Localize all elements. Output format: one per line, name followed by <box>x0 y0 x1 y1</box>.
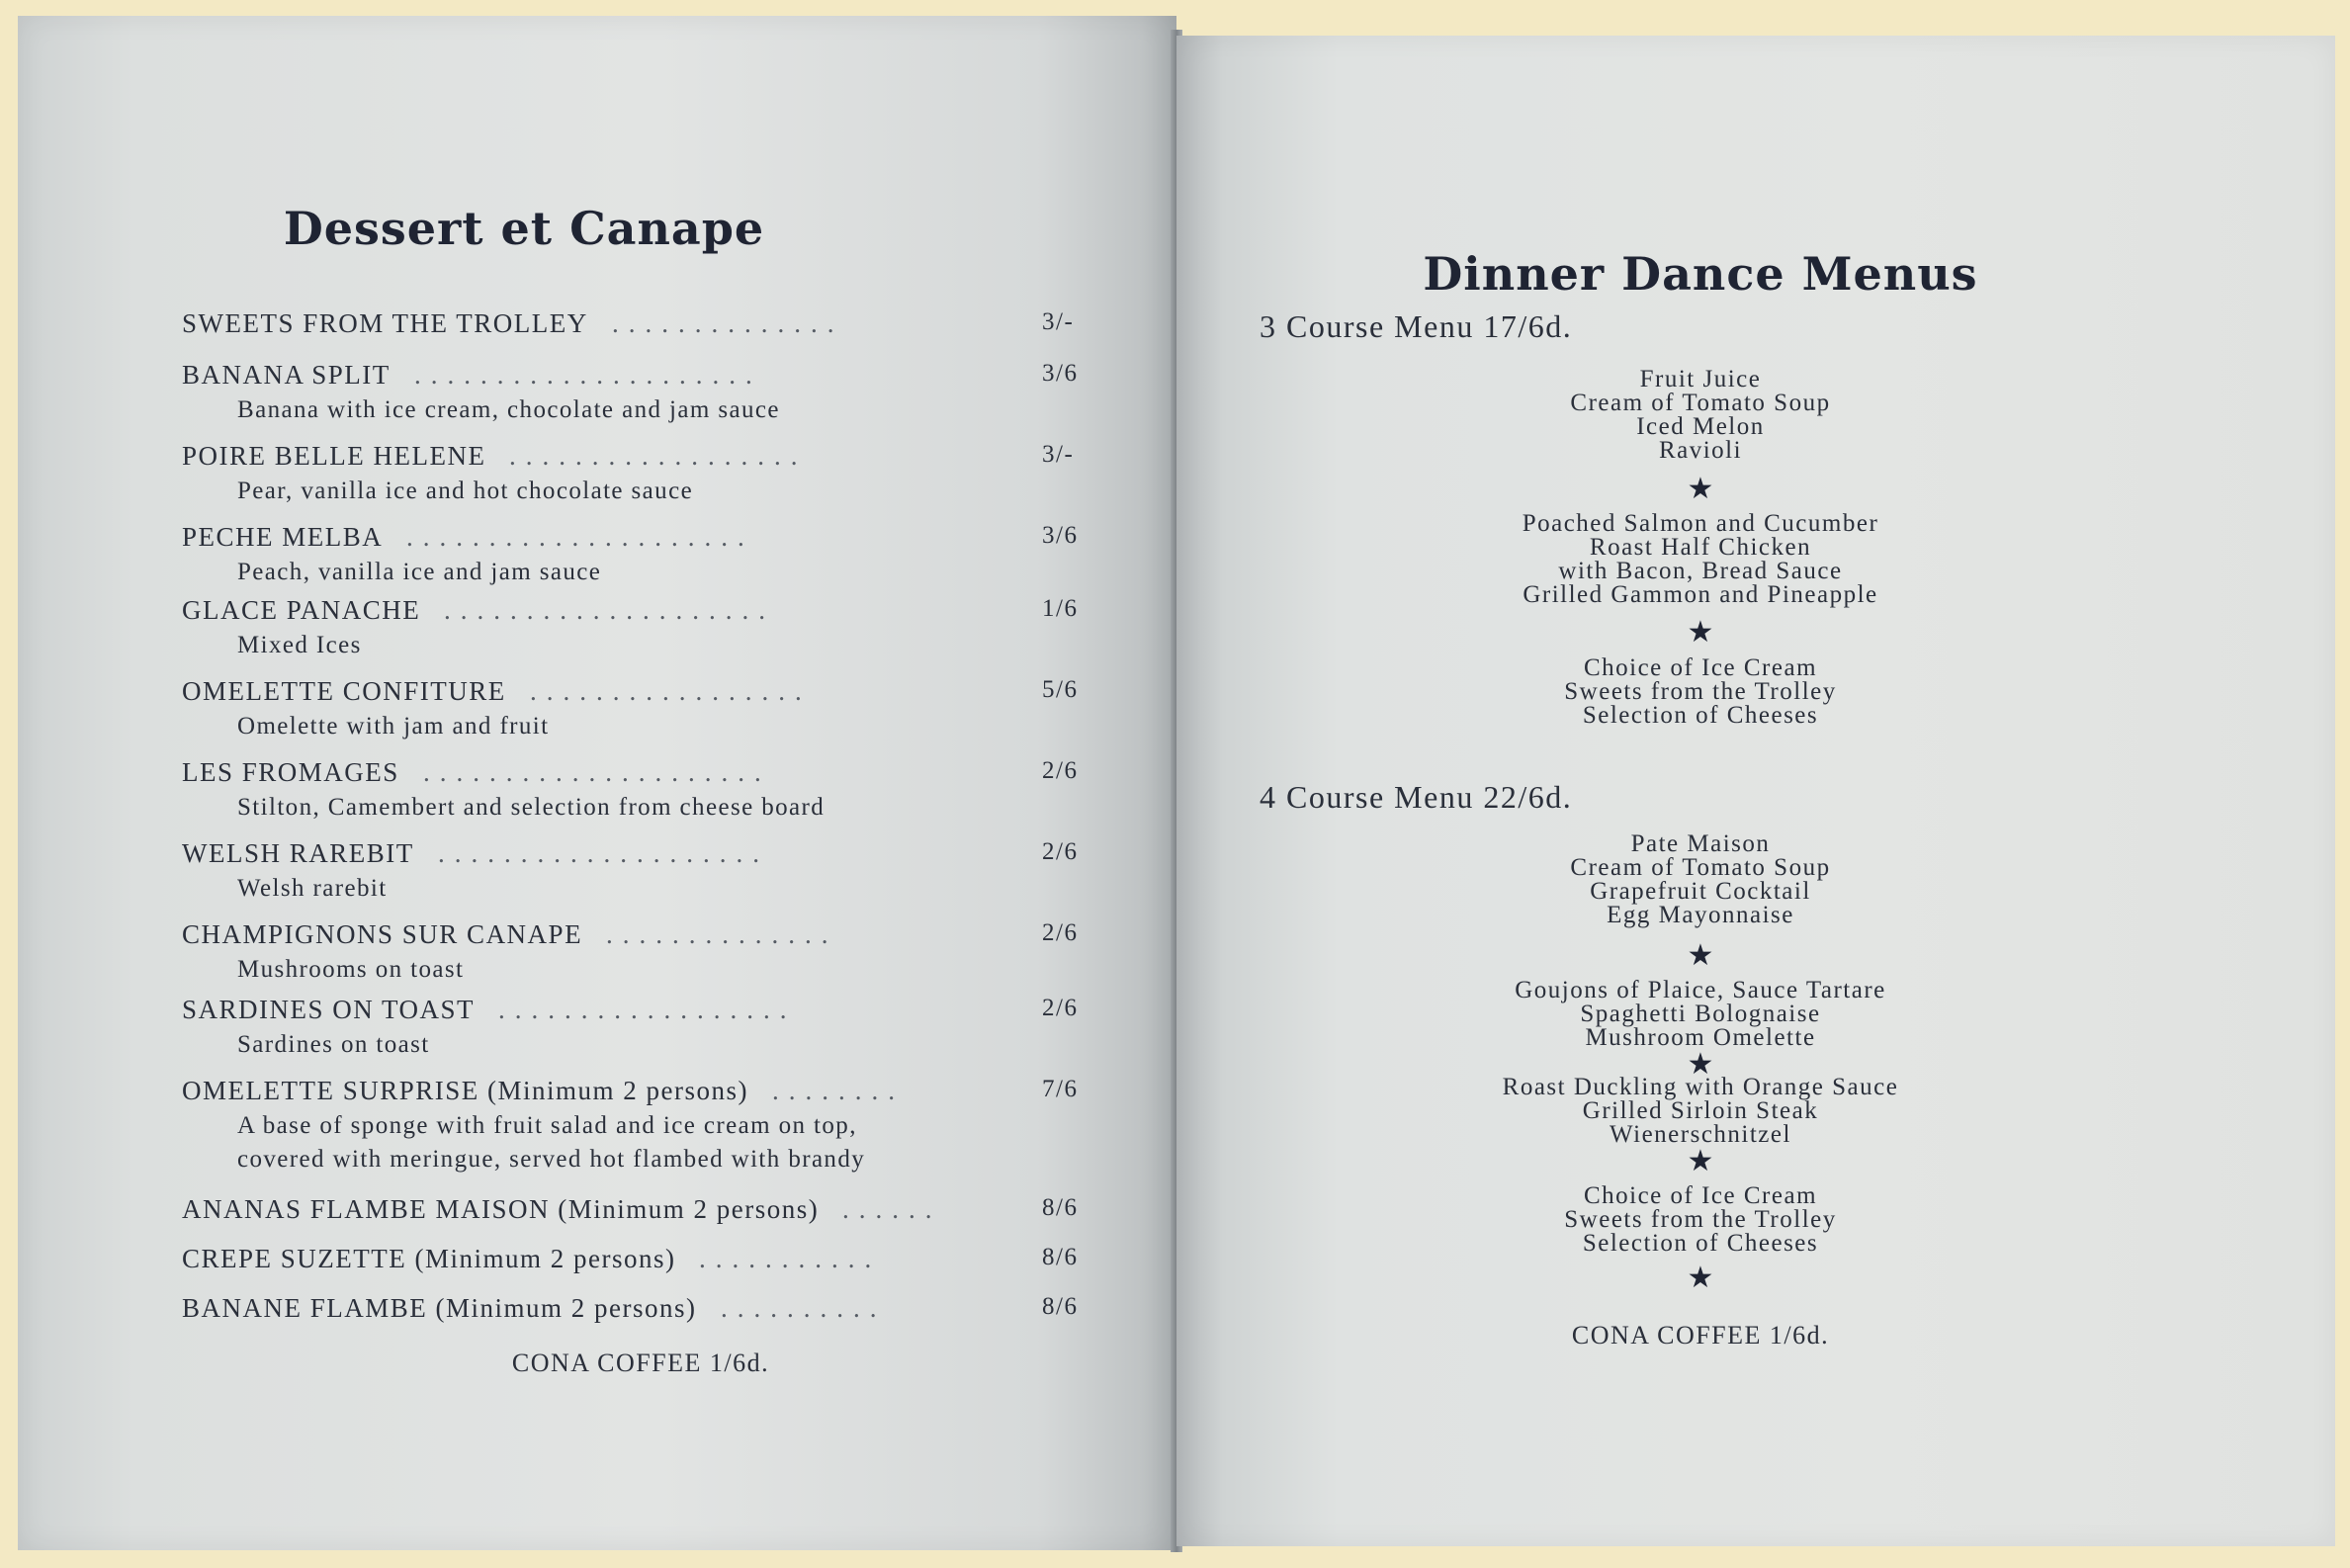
dessert-item <box>182 360 1091 427</box>
dessert-item-description: Stilton, Camembert and selection from cheese board <box>237 794 826 821</box>
dessert-item <box>182 838 1091 906</box>
dessert-item <box>182 995 1091 1062</box>
four-course-fish <box>1176 979 2224 1050</box>
menu-line: Egg Mayonnaise <box>1607 902 1794 928</box>
leader-dots: .............. <box>612 308 844 338</box>
star-divider: ★ <box>1687 473 1714 505</box>
dessert-item-line <box>182 308 1091 342</box>
dessert-item-price: 2/6 <box>1042 919 1079 946</box>
menu-line: Iced Melon <box>1636 413 1765 440</box>
menu-line: Choice of Ice Cream <box>1583 654 1818 681</box>
menu-line: Cream of Tomato Soup <box>1570 390 1831 416</box>
dessert-item-name: POIRE BELLE HELENE <box>182 441 486 471</box>
leader-dots: .................... <box>438 838 769 868</box>
dessert-item-price: 1/6 <box>1042 595 1079 622</box>
dessert-item-description: Mushrooms on toast <box>237 956 465 983</box>
dessert-item-name: CREPE SUZETTE (Minimum 2 persons) <box>182 1244 676 1273</box>
dessert-item-name: BANANA SPLIT <box>182 360 391 390</box>
leader-dots: .......... <box>721 1293 887 1323</box>
leader-dots: ...... <box>842 1194 942 1224</box>
dessert-item-name: LES FROMAGES <box>182 757 399 787</box>
dessert-item-line <box>182 1076 1091 1109</box>
dessert-item-name: PECHE MELBA <box>182 522 384 552</box>
cona-coffee-left: CONA COFFEE 1/6d. <box>511 1349 770 1377</box>
dessert-item-description: Peach, vanilla ice and jam sauce <box>237 559 602 585</box>
dessert-item-name: GLACE PANACHE <box>182 595 421 625</box>
dessert-item <box>182 308 1091 342</box>
menu-line: with Bacon, Bread Sauce <box>1558 558 1843 584</box>
dessert-item-description: Banana with ice cream, chocolate and jam sauce <box>237 396 780 423</box>
dessert-item-line <box>182 441 1091 475</box>
menu-line: Sweets from the Trolley <box>1564 1206 1837 1233</box>
dessert-item-price: 8/6 <box>1042 1293 1079 1320</box>
dessert-item-description: Mixed Ices <box>237 632 362 658</box>
dessert-item <box>182 522 1091 589</box>
dessert-item-description: Pear, vanilla ice and hot chocolate sauce <box>237 478 694 504</box>
leader-dots: .................. <box>498 995 797 1024</box>
dessert-item-line <box>182 522 1091 556</box>
menu-line: Selection of Cheeses <box>1582 1230 1819 1257</box>
menu-line: Poached Salmon and Cucumber <box>1522 510 1879 537</box>
menu-line: Mushroom Omelette <box>1585 1024 1816 1051</box>
dessert-item-description: Omelette with jam and fruit <box>237 713 550 740</box>
dessert-item <box>182 595 1091 662</box>
dessert-item-line <box>182 360 1091 393</box>
star-divider: ★ <box>1687 1048 1714 1081</box>
leader-dots: ........... <box>699 1244 882 1273</box>
menu-line: Roast Half Chicken <box>1589 534 1812 561</box>
menu-line: Wienerschnitzel <box>1610 1121 1791 1148</box>
three-course-heading: 3 Course Menu 17/6d. <box>1260 308 1573 344</box>
dessert-item-price: 3/- <box>1042 441 1075 468</box>
dessert-item-line <box>182 757 1091 791</box>
three-course-starters <box>1176 368 2224 463</box>
dessert-item-line <box>182 838 1091 872</box>
leader-dots: ................. <box>530 676 812 706</box>
dessert-title: Dessert et Canape <box>283 202 765 255</box>
dinner-dance-title: Dinner Dance Menus <box>1423 247 1978 301</box>
dessert-item <box>182 919 1091 987</box>
menu-line: Grilled Gammon and Pineapple <box>1523 581 1878 608</box>
menu-line: Sweets from the Trolley <box>1564 678 1837 705</box>
menu-line: Selection of Cheeses <box>1582 702 1819 729</box>
menu-line: Roast Duckling with Orange Sauce <box>1502 1074 1899 1100</box>
dessert-item-price: 8/6 <box>1042 1244 1079 1270</box>
dessert-item-price: 3/- <box>1042 308 1075 335</box>
dessert-item-price: 2/6 <box>1042 995 1079 1021</box>
menu-line: Spaghetti Bolognaise <box>1580 1001 1821 1027</box>
dessert-item-line <box>182 995 1091 1028</box>
leader-dots: ..................... <box>423 757 771 787</box>
dessert-item-name: CHAMPIGNONS SUR CANAPE <box>182 919 583 949</box>
menu-line: Pate Maison <box>1630 830 1771 857</box>
dessert-item-line <box>182 676 1091 710</box>
leader-dots: ........ <box>772 1076 905 1105</box>
dessert-item-price: 8/6 <box>1042 1194 1079 1221</box>
leader-dots: ..................... <box>414 360 762 390</box>
menu-line: Cream of Tomato Soup <box>1570 854 1831 881</box>
star-divider: ★ <box>1687 616 1714 649</box>
dessert-item-description: Sardines on toast <box>237 1031 430 1058</box>
dessert-item <box>182 757 1091 825</box>
leader-dots: .................... <box>444 595 775 625</box>
dessert-item-name: OMELETTE CONFITURE <box>182 676 506 706</box>
four-course-desserts <box>1176 1184 2224 1256</box>
dessert-item-description: A base of sponge with fruit salad and ice cream on top, <box>237 1112 857 1139</box>
dessert-item-description: Welsh rarebit <box>237 875 388 902</box>
four-course-mains <box>1176 1076 2224 1147</box>
menu-line: Ravioli <box>1658 437 1743 464</box>
dessert-item-line <box>182 595 1091 629</box>
dessert-item <box>182 441 1091 508</box>
dessert-item-name: OMELETTE SURPRISE (Minimum 2 persons) <box>182 1076 748 1105</box>
menu-line: Choice of Ice Cream <box>1583 1182 1818 1209</box>
dessert-item-price: 3/6 <box>1042 360 1079 387</box>
dessert-item-price: 2/6 <box>1042 838 1079 865</box>
dessert-item <box>182 1194 1091 1228</box>
dessert-item <box>182 1293 1091 1327</box>
leader-dots: ..................... <box>406 522 754 552</box>
dessert-item-price: 7/6 <box>1042 1076 1079 1102</box>
dessert-item-line <box>182 919 1091 953</box>
dessert-item <box>182 1244 1091 1277</box>
left-page <box>18 16 1176 1550</box>
menu-line: Grapefruit Cocktail <box>1590 878 1811 905</box>
dessert-item-price: 5/6 <box>1042 676 1079 703</box>
dessert-item-line <box>182 1293 1091 1327</box>
dessert-item <box>182 676 1091 743</box>
dessert-item-price: 2/6 <box>1042 757 1079 784</box>
right-page <box>1176 36 2335 1546</box>
dessert-item-name: SARDINES ON TOAST <box>182 995 476 1024</box>
leader-dots: .................. <box>509 441 808 471</box>
star-divider: ★ <box>1687 939 1714 972</box>
menu-line: Fruit Juice <box>1639 366 1762 392</box>
four-course-starters <box>1176 832 2224 927</box>
menu-line: Grilled Sirloin Steak <box>1582 1097 1819 1124</box>
dessert-item-price: 3/6 <box>1042 522 1079 549</box>
menu-line: Goujons of Plaice, Sauce Tartare <box>1515 977 1886 1003</box>
four-course-heading: 4 Course Menu 22/6d. <box>1260 779 1573 815</box>
leader-dots: .............. <box>606 919 838 949</box>
dessert-item-name: WELSH RAREBIT <box>182 838 414 868</box>
dessert-item <box>182 1076 1091 1176</box>
three-course-mains <box>1176 512 2224 607</box>
cona-coffee-right: CONA COFFEE 1/6d. <box>1571 1321 1830 1350</box>
dessert-item-description: covered with meringue, served hot flambed with brandy <box>237 1146 866 1173</box>
dessert-item-line <box>182 1244 1091 1277</box>
dessert-item-line <box>182 1194 1091 1228</box>
star-divider: ★ <box>1687 1262 1714 1294</box>
dessert-item-name: BANANE FLAMBE (Minimum 2 persons) <box>182 1293 697 1323</box>
dessert-item-name: ANANAS FLAMBE MAISON (Minimum 2 persons) <box>182 1194 820 1224</box>
dessert-item-name: SWEETS FROM THE TROLLEY <box>182 308 588 338</box>
star-divider: ★ <box>1687 1145 1714 1177</box>
three-course-desserts <box>1176 656 2224 728</box>
